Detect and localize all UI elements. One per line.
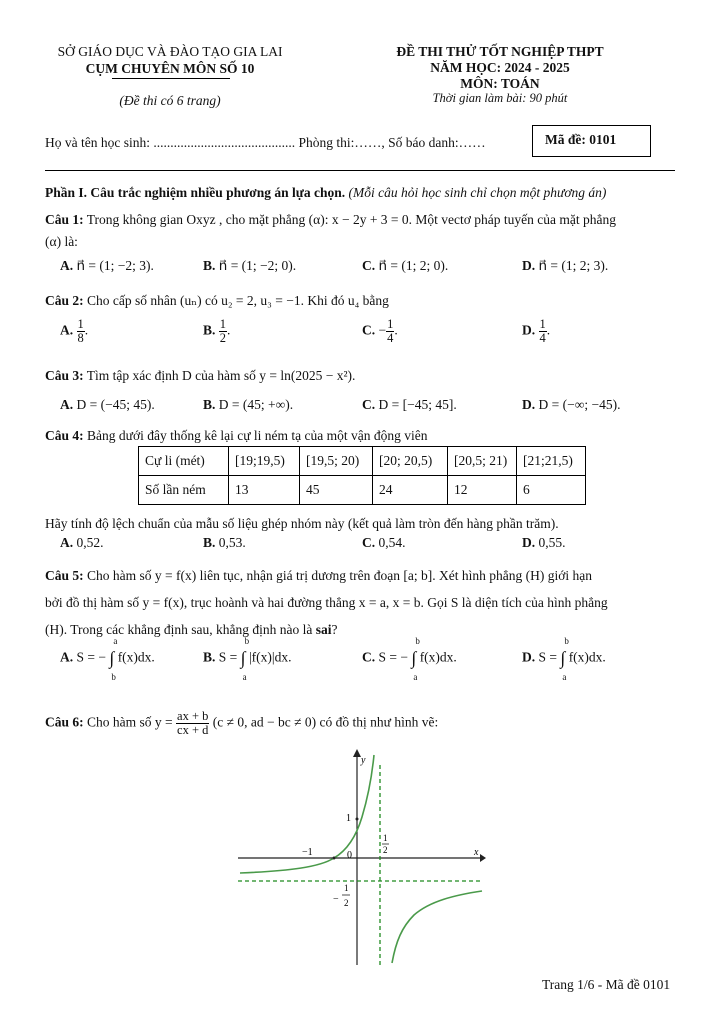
table-cell: Cự li (mét) bbox=[139, 447, 229, 476]
point-x-intercept bbox=[333, 857, 336, 860]
y-axis-arrow bbox=[353, 749, 361, 757]
student-info-line: Họ và tên học sinh: .......................................... Phòng thi:……, Số báo danh:…… bbox=[45, 135, 486, 150]
q1-option-c[interactable]: C. n⃗ = (1; 2; 0). bbox=[362, 258, 449, 273]
q2-option-d[interactable]: D. $\frac{1}{4}$ . bbox=[522, 317, 551, 346]
q5-option-c[interactable]: C. S = − ∫ b a f(x)dx. bbox=[362, 636, 457, 682]
question-4: Câu 4: Bảng dưới đây thống kê lại cự li ném tạ của một vận động viên bbox=[45, 428, 428, 443]
half-den: 2 bbox=[383, 845, 388, 855]
table-row bbox=[139, 447, 586, 476]
tick-1: 1 bbox=[346, 813, 351, 824]
question-1-cont: (α) là: bbox=[45, 234, 78, 249]
question-1: Câu 1: Trong không gian Oxyz , cho mặt phẳng (α): x − 2y + 3 = 0. Một vectơ pháp tuyến của mặt phẳng bbox=[45, 212, 616, 227]
q4-option-b[interactable]: B. 0,53. bbox=[203, 535, 246, 550]
subject: MÔN: TOÁN bbox=[460, 76, 540, 91]
pages-note: (Đề thi có 6 trang) bbox=[119, 93, 221, 108]
q1-option-a[interactable]: A. n⃗ = (1; −2; 3). bbox=[60, 258, 154, 273]
q2-option-a[interactable]: A. $\frac{1}{8}$ . bbox=[60, 317, 89, 346]
table-cell: 24 bbox=[373, 476, 448, 505]
q4-option-a[interactable]: A. 0,52. bbox=[60, 535, 104, 550]
point-y-intercept bbox=[356, 818, 359, 821]
page-footer: Trang 1/6 - Mã đề 0101 bbox=[542, 977, 671, 992]
table-cell: 13 bbox=[229, 476, 300, 505]
question-2: Câu 2: Cho cấp số nhân (uₙ) có u₂ = 2, u₃ = −1. Khi đó u₄ bằng bbox=[45, 293, 389, 308]
part1-heading: Phần I. Câu trắc nghiệm nhiều phương án lựa chọn. (Mỗi câu hỏi học sinh chỉ chọn một phương án) bbox=[45, 185, 607, 200]
half-num: 1 bbox=[383, 833, 388, 843]
header-divider bbox=[45, 170, 675, 171]
q4-option-c[interactable]: C. 0,54. bbox=[362, 535, 406, 550]
table-cell: [19,5; 20) bbox=[300, 447, 373, 476]
q5-option-d[interactable]: D. S = ∫ b a f(x)dx. bbox=[522, 636, 606, 682]
school-year: NĂM HỌC: 2024 - 2025 bbox=[430, 60, 570, 75]
q2-option-b[interactable]: B. $\frac{1}{2}$ . bbox=[203, 317, 231, 346]
table-cell: [21;21,5) bbox=[517, 447, 586, 476]
q1-option-b[interactable]: B. n⃗ = (1; −2; 0). bbox=[203, 258, 297, 273]
origin-label: 0 bbox=[347, 850, 352, 861]
question-5: Câu 5: Cho hàm số y = f(x) liên tục, nhận giá trị dương trên đoạn [a; b]. Xét hình phẳng (H) giới hạn bbox=[45, 568, 592, 583]
table-cell: [19;19,5) bbox=[229, 447, 300, 476]
table-cell: 12 bbox=[448, 476, 517, 505]
x-label: x bbox=[474, 847, 479, 858]
question-5-line3: (H). Trong các khẳng định sau, khẳng định nào là sai? bbox=[45, 622, 338, 637]
table-cell: Số lần ném bbox=[139, 476, 229, 505]
q3-option-b[interactable]: B. D = (45; +∞). bbox=[203, 397, 294, 412]
q3-option-a[interactable]: A. D = (−45; 45). bbox=[60, 397, 155, 412]
x-axis-arrow bbox=[480, 854, 486, 862]
q3-option-c[interactable]: C. D = [−45; 45]. bbox=[362, 397, 457, 412]
table-cell: 6 bbox=[517, 476, 586, 505]
q4-option-d[interactable]: D. 0,55. bbox=[522, 535, 566, 550]
question-3: Câu 3: Tìm tập xác định D của hàm số y = ln(2025 − x²). bbox=[45, 368, 356, 383]
neg-half-sign: − bbox=[333, 894, 339, 905]
exam-time: Thời gian làm bài: 90 phút bbox=[432, 91, 568, 105]
exam-code: Mã đề: 0101 bbox=[545, 132, 617, 147]
curve-right-branch bbox=[392, 891, 482, 963]
y-label: y bbox=[361, 755, 366, 766]
tick-neg1: −1 bbox=[302, 847, 313, 858]
q3-option-d[interactable]: D. D = (−∞; −45). bbox=[522, 397, 621, 412]
q2-option-c[interactable]: C. − $\frac{1}{4}$ . bbox=[362, 317, 398, 346]
table-cell: 45 bbox=[300, 476, 373, 505]
frequency-table bbox=[138, 446, 586, 505]
header-underline bbox=[112, 78, 230, 79]
question-6: Câu 6: Cho hàm số y = $\frac{ax + b}{cx + d}$ (c ≠ 0, ad − bc ≠ 0) có đồ thị như hình vẽ: bbox=[45, 709, 439, 738]
neg-half-num: 1 bbox=[344, 883, 349, 893]
q1-option-d[interactable]: D. n⃗ = (1; 2; 3). bbox=[522, 258, 609, 273]
exam-title: ĐỀ THI THỬ TỐT NGHIỆP THPT bbox=[396, 44, 604, 59]
q5-option-b[interactable]: B. S = ∫ b a |f(x)|dx. bbox=[203, 636, 292, 682]
q5-option-a[interactable]: A. S = − ∫ a b f(x)dx. bbox=[60, 636, 155, 682]
table-cell: [20,5; 21) bbox=[448, 447, 517, 476]
table-cell: [20; 20,5) bbox=[373, 447, 448, 476]
table-row bbox=[139, 476, 586, 505]
cluster-name: CỤM CHUYÊN MÔN SỐ 10 bbox=[85, 61, 255, 76]
dept-name: SỞ GIÁO DỤC VÀ ĐÀO TẠO GIA LAI bbox=[57, 44, 283, 59]
question-5-line2: bởi đồ thị hàm số y = f(x), trục hoành và hai đường thẳng x = a, x = b. Gọi S là diện tích của hình phẳng bbox=[45, 595, 608, 610]
neg-half-den: 2 bbox=[344, 898, 349, 908]
question-4-ask: Hãy tính độ lệch chuẩn của mẫu số liệu ghép nhóm này (kết quả làm tròn đến hàng phần trăm). bbox=[45, 516, 559, 531]
function-graph bbox=[230, 745, 490, 970]
